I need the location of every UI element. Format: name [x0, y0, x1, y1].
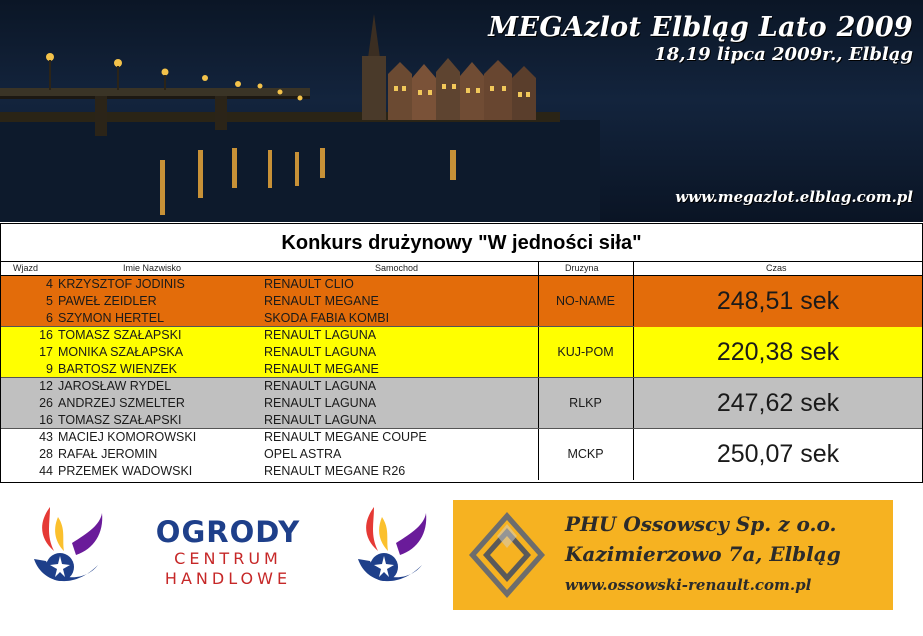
- car-model: RENAULT LAGUNA: [264, 396, 377, 410]
- driver-name: TOMASZ SZAŁAPSKI: [58, 413, 182, 427]
- team-name: NO-NAME: [555, 294, 616, 308]
- table-header: [1, 262, 922, 276]
- car-model: RENAULT MEGANE: [264, 294, 379, 308]
- start-number: 9: [46, 362, 53, 376]
- event-url[interactable]: www.megazlot.elblag.com.pl: [675, 188, 913, 206]
- car-model: RENAULT LAGUNA: [264, 328, 377, 342]
- start-number: 44: [39, 464, 53, 478]
- start-number: 6: [46, 311, 53, 325]
- car-model: RENAULT CLIO: [264, 277, 354, 291]
- event-title: MEGAzlot Elbląg Lato 2009: [488, 12, 913, 43]
- team-group: [1, 276, 922, 327]
- dealer-address: Kazimierzowo 7a, Elbląg: [565, 542, 841, 566]
- renault-logo-icon: [467, 510, 547, 600]
- team-name: MCKP: [567, 447, 604, 461]
- team-name: KUJ-POM: [557, 345, 614, 359]
- header-time: Czas: [766, 263, 787, 273]
- flame-logo-icon: [352, 503, 430, 595]
- driver-name: TOMASZ SZAŁAPSKI: [58, 328, 182, 342]
- car-model: OPEL ASTRA: [264, 447, 342, 461]
- start-number: 4: [46, 277, 53, 291]
- driver-name: PAWEŁ ZEIDLER: [58, 294, 157, 308]
- car-model: RENAULT MEGANE: [264, 362, 379, 376]
- driver-name: KRZYSZTOF JODINIS: [58, 277, 185, 291]
- team-group: [1, 429, 922, 480]
- team-group: [1, 327, 922, 378]
- ogrody-line2: CENTRUM: [174, 549, 282, 568]
- driver-name: MONIKA SZAŁAPSKA: [58, 345, 184, 359]
- car-model: RENAULT LAGUNA: [264, 345, 377, 359]
- header-car: Samochod: [375, 263, 419, 273]
- car-model: RENAULT MEGANE COUPE: [264, 430, 427, 444]
- results-table: [0, 223, 923, 483]
- header-start-no: Wjazd: [13, 263, 39, 273]
- header-team: Druzyna: [565, 263, 599, 273]
- driver-name: BARTOSZ WIENZEK: [58, 362, 178, 376]
- flame-logo-icon: [28, 503, 106, 595]
- car-model: SKODA FABIA KOMBI: [264, 311, 390, 325]
- driver-name: SZYMON HERTEL: [58, 311, 165, 325]
- start-number: 12: [39, 379, 53, 393]
- team-time: 248,51 sek: [634, 276, 922, 327]
- dealer-ad: [453, 500, 893, 610]
- car-model: RENAULT LAGUNA: [264, 379, 377, 393]
- start-number: 28: [39, 447, 53, 461]
- start-number: 5: [46, 294, 53, 308]
- header-name: Imie Nazwisko: [123, 263, 182, 273]
- ogrody-logo: [148, 515, 308, 589]
- ogrody-line1: OGRODY: [155, 515, 301, 549]
- header-banner: [0, 0, 923, 222]
- team-name: RLKP: [569, 396, 602, 410]
- start-number: 26: [39, 396, 53, 410]
- team-group: [1, 378, 922, 429]
- driver-name: PRZEMEK WADOWSKI: [58, 464, 193, 478]
- event-date: 18,19 lipca 2009r., Elbląg: [654, 44, 913, 65]
- start-number: 16: [39, 328, 53, 342]
- table-title: Konkurs drużynowy "W jedności siła": [1, 224, 922, 262]
- start-number: 16: [39, 413, 53, 427]
- dealer-url[interactable]: www.ossowski-renault.com.pl: [565, 576, 812, 594]
- start-number: 17: [39, 345, 53, 359]
- driver-name: MACIEJ KOMOROWSKI: [58, 430, 197, 444]
- team-time: 247,62 sek: [716, 389, 840, 417]
- sponsors-footer: [0, 485, 923, 636]
- car-model: RENAULT MEGANE R26: [264, 464, 406, 478]
- team-time: 250,07 sek: [716, 440, 840, 468]
- team-time: 220,38 sek: [716, 338, 840, 366]
- ogrody-line3: HANDLOWE: [164, 569, 292, 588]
- driver-name: RAFAŁ JEROMIN: [58, 447, 158, 461]
- driver-name: JAROSŁAW RYDEL: [58, 379, 172, 393]
- start-number: 43: [39, 430, 53, 444]
- car-model: RENAULT LAGUNA: [264, 413, 377, 427]
- dealer-name: PHU Ossowscy Sp. z o.o.: [565, 512, 837, 536]
- driver-name: ANDRZEJ SZMELTER: [58, 396, 185, 410]
